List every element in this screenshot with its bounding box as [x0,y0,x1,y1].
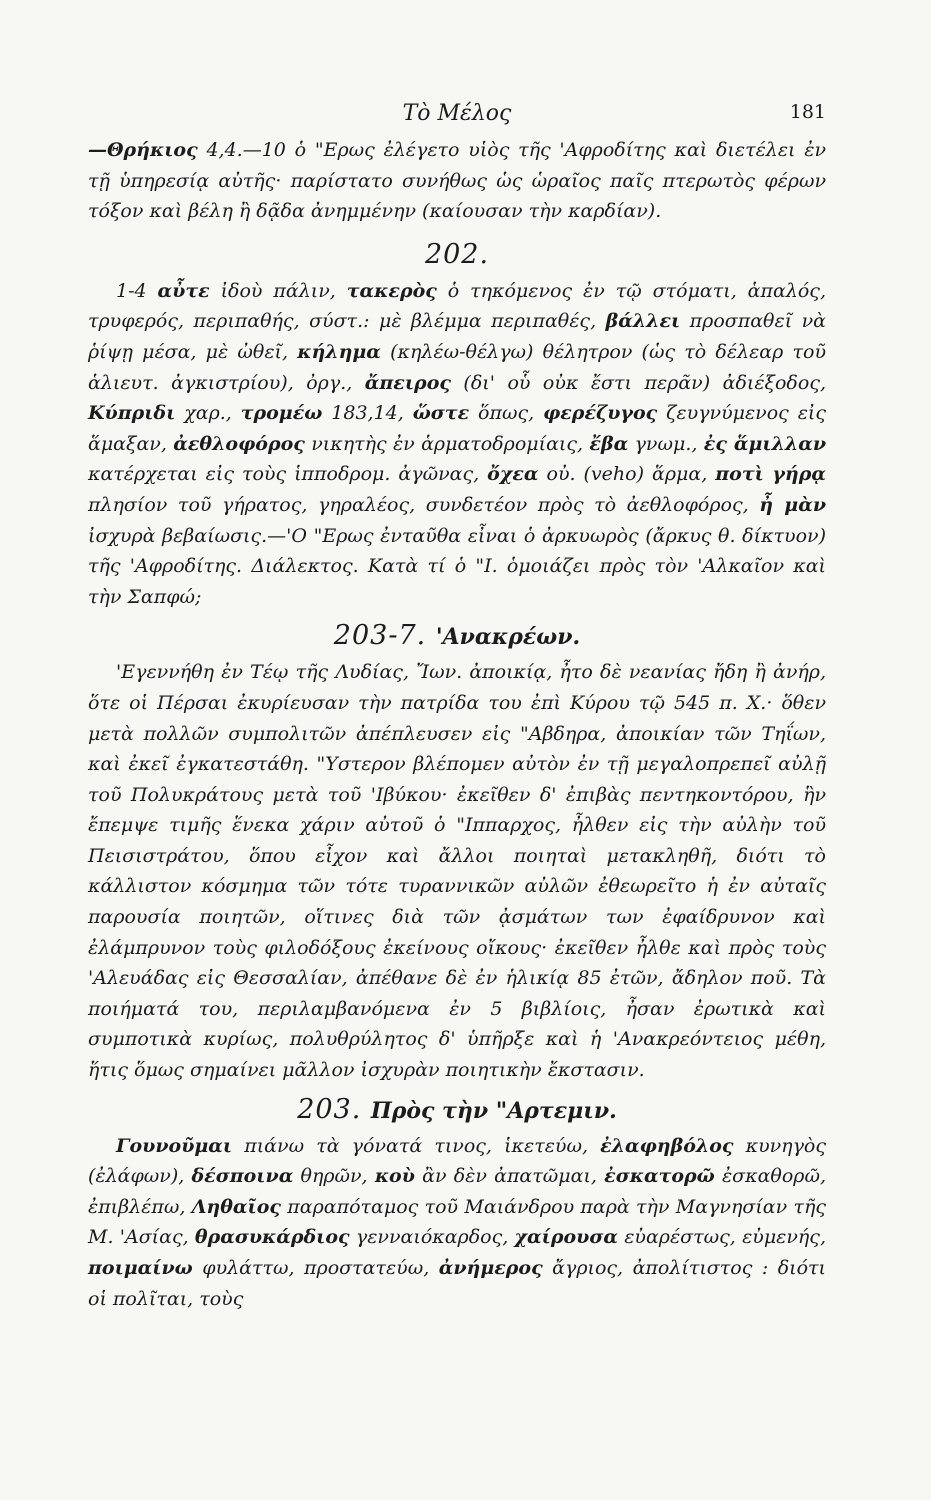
text-run: πιάνω τὰ γόνατά τινος, ἱκετεύω, [232,1134,601,1157]
paragraph-commentary-203 [88,1131,826,1315]
term: ἄπειρος [364,371,451,394]
text-run: ὅπως, [469,402,544,425]
term: Γουνοῦμαι [116,1134,233,1157]
term: θρασυκάρδιος [194,1226,350,1249]
term: Ληθαῖος [191,1195,281,1218]
term: κήλημα [297,340,381,363]
running-head [88,95,826,135]
term: ὥστε [412,402,470,425]
text-run: προσπαθεῖ νὰ ῥίψῃ μέσα, μὲ ὠθεῖ, [88,310,826,363]
term: ἐς ἅμιλλαν [703,432,827,455]
text-run: ἄγριος, ἀπολίτιστος : διότι οἱ πολῖται, τοὺς [88,1257,826,1310]
text-run: οὐ. (vehо) ἅρμα, [538,463,716,486]
paragraph-biography-anacreon: 'Εγεννήθη ἐν Τέῳ τῆς Λυδίας, Ἴων. ἀποικίᾳ, ἦτο δὲ νεανίας ἤδη ἢ ἀνήρ, ὅτε οἱ Πέρσαι ἐκυρίευσαν τὴν πατρίδα του ἐπὶ Κύρου τῷ 545 π. Χ.· ὅθεν μετὰ πολλῶν συμπολιτῶν ἀπέπλευσεν εἰς "Αβδηρα, ἀποικίαν τῶν Τηΐων, καὶ ἐκεῖ ἐγκατεστάθη. "Υστερον βλέπομεν αὐτὸν ἐν τῇ μεγαλοπρεπεῖ αὐλῇ τοῦ Πολυκράτους μετὰ τοῦ 'Ιβύκου· ἐκεῖθεν δ' ἐπιβὰς πεντηκοντόρου, ἣν ἔπεμψε τιμῆς ἕνεκα χάριν αὐτοῦ ὁ "Ιππαρχος, ἦλθεν εἰς τὴν αὐλὴν τοῦ Πεισιστράτου, ὅπου εἶχον καὶ ἄλλοι ποιηταὶ μετακληθῆ, διότι τὸ κάλλιστον κόσμημα τῶν τότε τυραννικῶν αὐλῶν ἐθεωρεῖτο ἡ ἐν αὐταῖς παρουσία ποιητῶν, οἵτινες διὰ τῶν ᾀσμάτων των ἐφαίδρυνον καὶ ἐλάμπρυνον τοὺς φιλοδόξους ἐκείνους οἴκους· ἐκεῖθεν ἦλθε καὶ πρὸς τοὺς 'Αλευάδας εἰς Θεσσαλίαν, ἀπέθανε δὲ ἐν ἡλικίᾳ 85 ἐτῶν, ἄδηλον ποῦ. Τὰ ποιήματά του, περιλαμβανόμενα ἐν 5 βιβλίοις, ἦσαν ἐρωτικὰ καὶ συμποτικὰ κυρίως, πολυθρύλητος δ' ὑπῆρξε καὶ ἡ 'Ανακρεόντειος μέθη, ἥτις ὅμως σημαίνει μᾶλλον ἰσχυρὰν ποιητικὴν ἔκστασιν. [88,661,826,1082]
paragraph-commentary-201 [88,135,826,227]
text-run: ἂν δὲν ἀπατῶμαι, [414,1165,605,1188]
text-run: γνωμ., [628,432,704,455]
section-title: Πρὸς τὴν "Αρτεμιν. [370,1097,617,1124]
text-run: θηρῶν, [293,1165,375,1188]
text-run: νικητὴς ἐν ἁρματοδρομίαις, [304,432,590,455]
term: δέσποινα [191,1165,294,1188]
text-run: (κηλέω-θέλγω) θέλητρον (ὡς τὸ δέλεαρ τοῦ ἁλιευτ. ἀγκιστρίου), ὀργ., [88,340,826,394]
section-heading-202: 202. [424,238,490,270]
text-run: ἐσκαθορῶ, ἐπιβλέπω, [88,1165,827,1218]
term: κοὺ [374,1165,415,1188]
term: φερέζυγος [543,402,658,425]
term: χαίρουσα [514,1226,618,1249]
term: ποτὶ γήρᾳ [715,463,826,486]
text-run: γενναιόκαρδος, [349,1226,515,1249]
text-run: 1-4 [116,279,158,302]
term: βάλλει [605,310,681,333]
text-run: 183,14, [322,402,413,425]
text-run: (δι' οὗ οὐκ ἔστι περᾶν) ἀδιέξοδος, [450,371,826,394]
page [88,95,826,1314]
term: ἀεθλοφόρος [173,432,305,455]
text-run: πλησίον τοῦ γήρατος, γηραλέος, συνδετέον πρὸς τὸ ἀεθλοφόρος, [88,493,760,516]
text-run: ἰσχυρὰ βεβαίωσις.—'Ο "Ερως ἐνταῦθα εἶναι ὁ ἀρκυωρὸς (ἄρκυς θ. δίκτυον) τῆς 'Αφροδίτης. Διάλεκτος. Κατὰ τί ὁ "Ι. ὁμοιάζει πρὸς τὸν 'Αλκαῖον καὶ τὴν Σαπφώ; [88,524,826,608]
text-run: 4,4.—10 ὁ "Ερως ἐλέγετο υἱὸς τῆς 'Αφροδίτης καὶ διετέλει ἐν τῇ ὑπηρεσίᾳ αὐτῆς· παρίστατο συνήθως ὡς ὡραῖος παῖς πτερωτὸς φέρων τόξον καὶ βέλη ἢ δᾷδα ἀνημμένην (καίουσαν τὴν καρδίαν). [88,139,826,223]
text-run: ζευγνύμενος εἰς ἅμαξαν, [88,402,826,455]
text-run: εὐαρέστως, εὐμενής, [617,1226,826,1249]
text-run: κατέρχεται εἰς τοὺς ἱπποδρομ. ἀγῶνας, [88,463,488,486]
term: ἀνήμερος [438,1257,543,1279]
text-run: κυνηγὸς (ἐλάφων), [88,1134,826,1188]
running-title: Τὸ Μέλος [402,101,512,126]
term: τακερὸς [346,279,437,302]
term: ἦ μὰν [759,493,826,516]
page-number: 181 [789,101,826,123]
term: Κύπριδι [88,402,176,425]
term: ποιμαίνω [88,1257,193,1279]
paragraph-commentary-202 [88,276,826,613]
section-number: 203-7. [333,620,436,652]
text-run: φυλάττω, προστατεύω, [192,1257,439,1279]
term: αὖτε [157,279,210,302]
term: ὄχεα [487,463,539,486]
text-run: ἰδοὺ πάλιν, [209,279,347,302]
text-run: ὁ τηκόμενος ἐν τῷ στόματι, ἁπαλός, τρυφερός, περιπαθής, σύστ.: μὲ βλέμμα περιπαθές, [88,279,826,333]
term: ἔβα [589,432,629,455]
text-run: παραπόταμος τοῦ Μαιάνδρου παρὰ τὴν Μαγνησίαν τῆς Μ. 'Ασίας, [88,1195,826,1249]
section-title: 'Ανακρέων. [435,624,581,651]
term: τρομέω [240,402,323,425]
section-heading-203-7 [88,620,826,651]
section-heading-203 [88,1094,826,1125]
section-number: 203. [297,1093,371,1125]
term: —Θρήκιος [88,139,198,161]
term: ἐσκατορῶ [604,1165,715,1188]
term: ἐλαφηβόλος [600,1134,734,1157]
text-run: χαρ., [175,402,241,425]
